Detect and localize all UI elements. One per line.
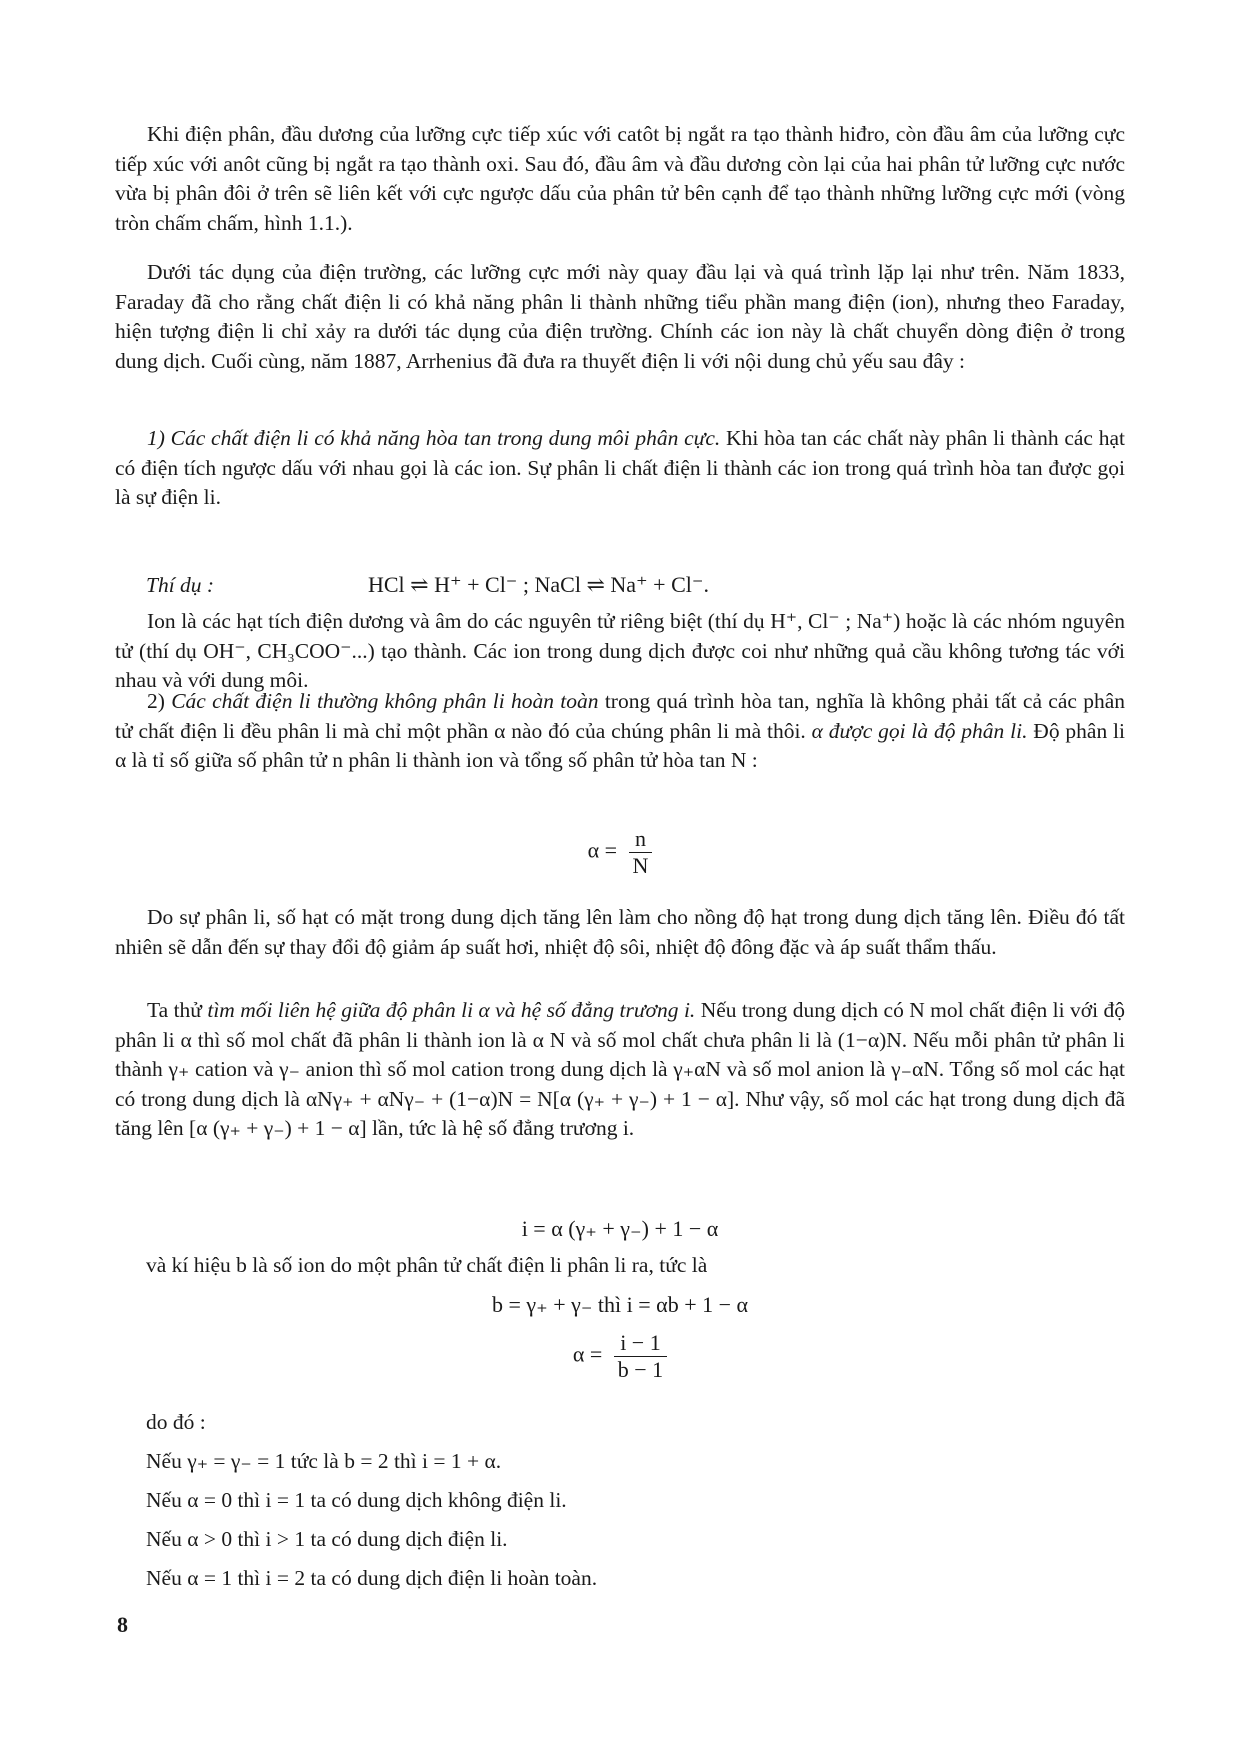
case-3: Nếu α > 0 thì i > 1 ta có dung dịch điện li.: [146, 1527, 508, 1551]
paragraph-7: Ta thử tìm mối liên hệ giữa độ phân li α và hệ số đẳng trương i. Nếu trong dung dịch có N mol chất điện li với độ phân li α thì số mol chất đã phân li thành ion là α N và số mol chất chưa phân li là (1−α)N. Nếu mỗi phân tử phân li thành γ₊ cation và γ₋ anion thì số mol cation trong dung dịch là γ₊αN và số mol anion là γ₋αN. Tổng số mol các hạt có trong dung dịch là αNγ₊ + αNγ₋ + (1−α)N = N[α (γ₊ + γ₋) + 1 − α]. Như vậy, số mol các hạt trong dung dịch đã tăng lên [α (γ₊ + γ₋) + 1 − α] lần, tức là hệ số đẳng trương i.: [115, 998, 1125, 1140]
paragraph-3: [115, 424, 1125, 513]
equation-alpha-2-fraction: [614, 1330, 667, 1383]
example-equation: HCl ⇌ H⁺ + Cl⁻ ; NaCl ⇌ Na⁺ + Cl⁻.: [368, 572, 709, 597]
paragraph-4: Ion là các hạt tích điện dương và âm do các nguyên tử riêng biệt (thí dụ H⁺, Cl⁻ ; Na⁺) hoặc là các nhóm nguyên tử (thí dụ OH⁻, CH₃COO⁻...) tạo thành. Các ion trong dung dịch được coi như những quả cầu không tương tác với nhau và với dung môi.: [115, 609, 1125, 692]
paragraph-3-italic: 1) Các chất điện li có khả năng hòa tan trong dung môi phân cực.: [147, 426, 721, 450]
paragraph-7-italic: tìm mối liên hệ giữa độ phân li α và hệ số đẳng trương i.: [207, 998, 696, 1022]
equation-alpha-lhs: α =: [587, 837, 618, 863]
paragraph-2: Dưới tác dụng của điện trường, các lưỡng cực mới này quay đầu lại và quá trình lặp lại như trên. Năm 1833, Faraday đã cho rằng chất điện li có khả năng phân li thành những tiểu phần mang điện (ion), nhưng theo Faraday, hiện tượng điện li chỉ xảy ra dưới tác dụng của điện trường. Chính các ion này là chất chuyển dòng điện ở trong dung dịch. Cuối cùng, năm 1887, Arrhenius đã đưa ra thuyết điện li với nội dung chủ yếu sau đây :: [115, 260, 1125, 373]
paragraph-5-italic-2: α được gọi là độ phân li.: [811, 718, 1028, 743]
equation-alpha-numerator: n: [629, 826, 653, 853]
equation-i: i = α (γ₊ + γ₋) + 1 − α: [521, 1216, 719, 1241]
equation-alpha-fraction: [629, 826, 653, 879]
paragraph-3-text: Khi hòa tan các chất này phân li thành các hạt có điện tích ngược dấu với nhau gọi là các ion. Sự phân li chất điện li thành các ion trong quá trình hòa tan được gọi là sự điện li.: [115, 426, 1125, 509]
equation-b: b = γ₊ + γ₋ thì i = αb + 1 − α: [491, 1292, 749, 1317]
paragraph-6: Do sự phân li, số hạt có mặt trong dung dịch tăng lên làm cho nồng độ hạt trong dung dịch tăng lên. Điều đó tất nhiên sẽ dẫn đến sự thay đổi độ giảm áp suất hơi, nhiệt độ sôi, nhiệt độ đông đặc và áp suất thẩm thấu.: [115, 905, 1125, 959]
example-label: Thí dụ :: [146, 573, 215, 597]
paragraph-1: Khi điện phân, đầu dương của lưỡng cực tiếp xúc với catôt bị ngắt ra tạo thành hiđro, còn đầu âm của lưỡng cực tiếp xúc với anôt cũng bị ngắt ra tạo thành oxi. Sau đó, đầu âm và đầu dương còn lại của hai phân tử lưỡng cực nước vừa bị phân đôi ở trên sẽ liên kết với cực ngược dấu của phân tử bên cạnh để tạo thành những lưỡng cực mới (vòng tròn chấm chấm, hình 1.1.).: [115, 122, 1125, 235]
paragraph-5: 2) Các chất điện li thường không phân li hoàn toàn trong quá trình hòa tan, nghĩa là không phải tất cả các phân tử chất điện li đều phân li mà chỉ một phần α nào đó của chúng phân li mà thôi. α được gọi là độ phân li. Độ phân li α là tỉ số giữa số phân tử n phân li thành ion và tổng số phân tử hòa tan N :: [115, 689, 1126, 772]
paragraph-5-italic-1: Các chất điện li thường không phân li hoàn toàn: [171, 689, 599, 713]
case-4: Nếu α = 1 thì i = 2 ta có dung dịch điện li hoàn toàn.: [146, 1566, 598, 1590]
case-2: Nếu α = 0 thì i = 1 ta có dung dịch không điện li.: [146, 1488, 567, 1512]
case-1: Nếu γ₊ = γ₋ = 1 tức là b = 2 thì i = 1 + α.: [146, 1449, 502, 1473]
do-do: do đó :: [146, 1410, 206, 1434]
equation-alpha: [115, 826, 1125, 879]
paragraph-8: và kí hiệu b là số ion do một phân tử chất điện li phân li ra, tức là: [146, 1253, 708, 1277]
equation-alpha-2-denominator: b − 1: [617, 1357, 664, 1382]
equation-alpha-2: [115, 1330, 1125, 1383]
equation-alpha-2-numerator: i − 1: [614, 1330, 667, 1357]
equation-alpha-2-lhs: α =: [572, 1341, 603, 1367]
page-number: 8: [117, 1612, 128, 1637]
equation-alpha-denominator: N: [632, 853, 649, 878]
